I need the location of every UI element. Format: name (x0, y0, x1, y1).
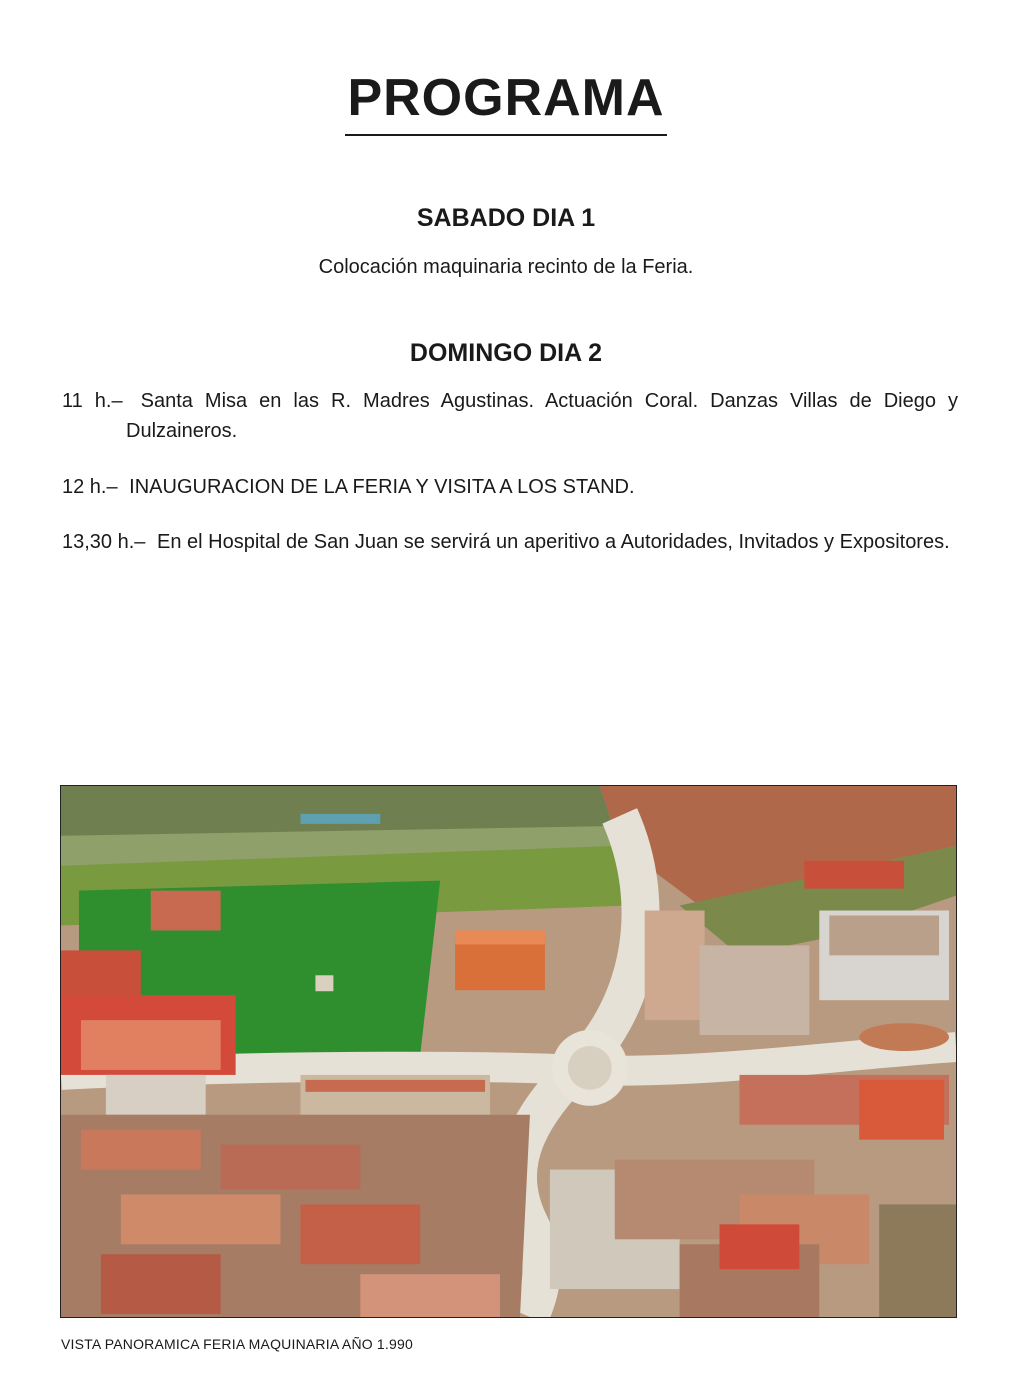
day1-heading: SABADO DIA 1 (416, 204, 596, 232)
event-item (62, 386, 958, 446)
event-description: En el Hospital de San Juan se servirá un aperitivo a Autoridades, Invitados y Expositores. (156, 531, 950, 553)
photo-caption: VISTA PANORAMICA FERIA MAQUINARIA AÑO 1.990 (61, 1336, 413, 1352)
event-time: 11 h.– (62, 390, 123, 412)
aerial-photo (60, 785, 957, 1318)
day2-heading: DOMINGO DIA 2 (409, 339, 603, 367)
page-title-container (0, 68, 1012, 136)
page-title: PROGRAMA (345, 68, 666, 136)
event-description: Santa Misa en las R. Madres Agustinas. Actuación Coral. Danzas Villas de Diego y Dulzaineros. (126, 390, 959, 442)
day1-text: Colocación maquinaria recinto de la Feria. (318, 256, 694, 278)
event-time: 13,30 h.– (62, 531, 146, 553)
event-item (62, 472, 958, 502)
event-description: INAUGURACION DE LA FERIA Y VISITA A LOS STAND. (129, 476, 635, 498)
event-time: 12 h.– (62, 476, 118, 498)
event-item (62, 527, 958, 557)
aerial-photo-illustration (61, 786, 956, 1317)
